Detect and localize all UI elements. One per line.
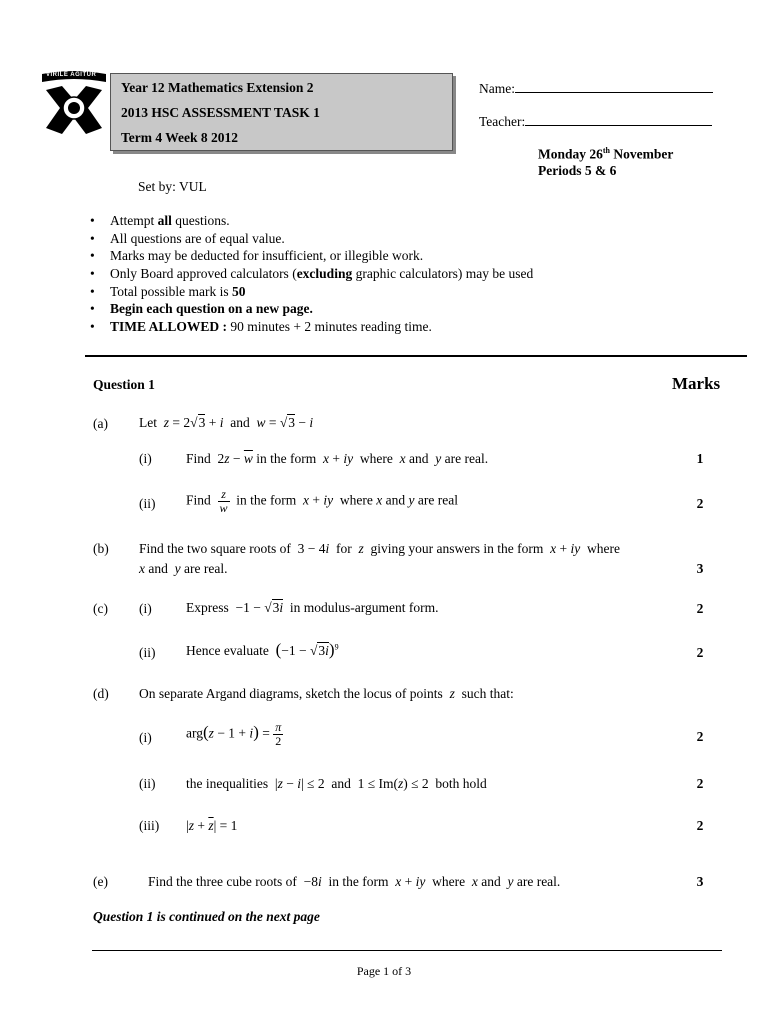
instruction-item: • Only Board approved calculators (excluding graphic calculators) may be used	[90, 265, 533, 283]
instruction-item: • All questions are of equal value.	[90, 230, 533, 248]
crest-motto: VIRILE AGITUR	[46, 72, 97, 78]
part-a-ii-text: Find $\frac{z}{w}$ in the form x + iy where x and y are real	[186, 487, 458, 515]
part-b-text-line2: x and y are real.	[139, 561, 228, 576]
part-b-label: (b)	[93, 541, 109, 556]
header-box	[110, 73, 453, 151]
mark-d-iii: 2	[696, 818, 704, 833]
part-d-iii-text: $|z + \overline{z}| = 1$	[186, 818, 238, 833]
exam-periods: Periods 5 & 6	[538, 163, 617, 178]
part-a-label: (a)	[93, 416, 108, 431]
part-d-label: (d)	[93, 686, 109, 701]
marks-heading: Marks	[672, 374, 721, 393]
continued-note: Question 1 is continued on the next page	[93, 909, 320, 924]
part-c-ii-text: Hence evaluate $(-1 - √3i)^9$	[186, 640, 339, 659]
instruction-item: • Marks may be deducted for insufficient, or illegible work.	[90, 247, 533, 265]
question-title: Question 1	[93, 377, 155, 392]
part-c-ii-label: (ii)	[139, 645, 156, 660]
course-title: Year 12 Mathematics Extension 2	[121, 80, 314, 95]
footer-divider	[92, 950, 722, 951]
part-b-text: Find the two square roots of 3 − 4i for z giving your answers in the form x + iy where	[139, 541, 620, 556]
part-c-i-text: Express −1 − √3i in modulus-argument form.	[186, 600, 439, 615]
part-d-i-text: arg(z − 1 + i) = $\frac{\pi}{2}$	[186, 720, 282, 748]
set-by: Set by: VUL	[138, 179, 207, 194]
mark-c-i: 2	[696, 601, 704, 616]
part-d-ii-text: the inequalities |z − i| ≤ 2 and 1 ≤ Im(z) ≤ 2 both hold	[186, 776, 487, 791]
instruction-item: • Begin each question on a new page.	[90, 300, 533, 318]
mark-a-ii: 2	[696, 496, 704, 511]
school-crest-logo	[40, 70, 108, 142]
section-divider	[85, 355, 747, 357]
mark-c-ii: 2	[696, 645, 704, 660]
crest-icon	[40, 70, 108, 142]
instruction-item: • Total possible mark is 50	[90, 283, 533, 301]
part-a-i-text: Find $2z - \overline{w}$ in the form x + iy where x and y are real.	[186, 451, 489, 466]
part-d-iii-label: (iii)	[139, 818, 160, 833]
part-d-ii-label: (ii)	[139, 776, 156, 791]
mark-e: 3	[696, 874, 704, 889]
task-title: 2013 HSC ASSESSMENT TASK 1	[121, 105, 320, 120]
instructions-list	[90, 212, 533, 336]
part-a-i-label: (i)	[139, 451, 152, 466]
part-a-ii-label: (ii)	[139, 496, 156, 511]
mark-d-ii: 2	[696, 776, 704, 791]
page-number: Page 1 of 3	[356, 964, 412, 978]
part-d-i-label: (i)	[139, 730, 152, 745]
part-e-text: Find the three cube roots of −8i in the form x + iy where x and y are real.	[148, 874, 561, 889]
part-d-text: On separate Argand diagrams, sketch the locus of points z such that:	[139, 686, 514, 701]
term-week: Term 4 Week 8 2012	[121, 130, 238, 145]
name-field[interactable]: Name:	[479, 80, 713, 97]
part-e-label: (e)	[93, 874, 108, 889]
mark-b: 3	[696, 561, 704, 576]
teacher-field[interactable]: Teacher:	[479, 113, 712, 130]
part-a-stem: Let z = 2√3 + i and w = √3 − i	[139, 415, 314, 430]
exam-date: Monday 26th November	[538, 146, 674, 162]
instruction-item: • TIME ALLOWED : 90 minutes + 2 minutes reading time.	[90, 318, 533, 336]
part-c-label: (c)	[93, 601, 108, 616]
instruction-item: • Attempt all questions.	[90, 212, 533, 230]
mark-a-i: 1	[696, 451, 704, 466]
part-c-i-label: (i)	[139, 601, 152, 616]
mark-d-i: 2	[696, 729, 704, 744]
